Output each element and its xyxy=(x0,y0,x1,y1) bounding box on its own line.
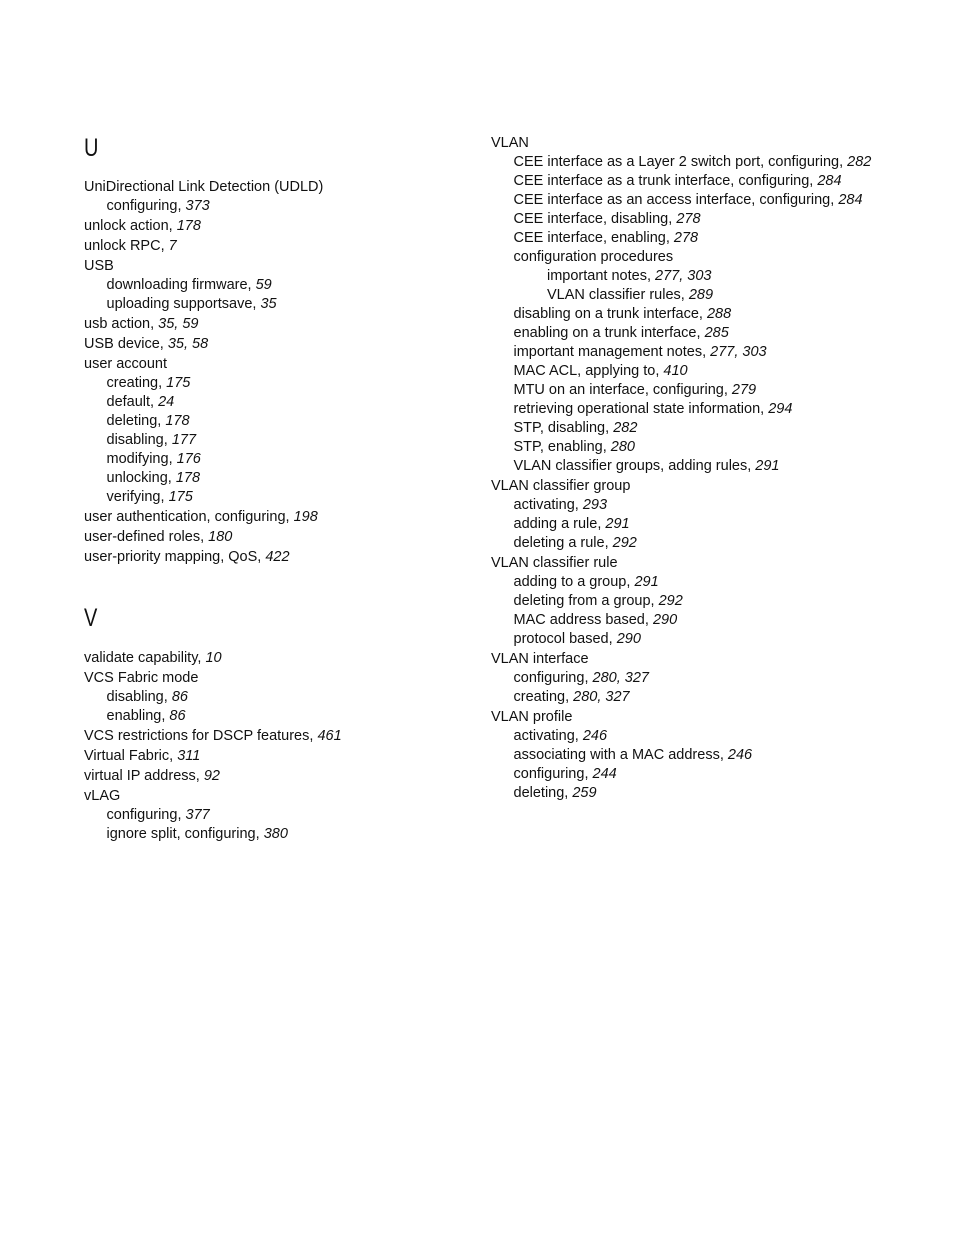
index-term: deleting xyxy=(106,413,158,429)
section-letter-v: V xyxy=(84,604,98,632)
index-term: enabling on a trunk interface xyxy=(513,325,697,341)
index-term: user authentication, configuring xyxy=(84,509,286,525)
index-term: enabling xyxy=(106,708,162,724)
index-term: VLAN classifier group xyxy=(491,478,631,494)
index-entry: disabling on a trunk interface, 288 xyxy=(513,306,732,322)
page-reference[interactable]: 311 xyxy=(177,748,201,764)
index-entry: user-defined roles, 180 xyxy=(84,529,233,545)
index-term: user-priority mapping, QoS xyxy=(84,549,258,565)
index-entry: unlocking, 178 xyxy=(106,470,201,486)
index-term: virtual IP address xyxy=(84,768,196,784)
index-term: downloading firmware xyxy=(106,277,248,293)
index-entry: CEE interface, enabling, 278 xyxy=(513,230,699,246)
index-term: modifying xyxy=(106,451,169,467)
index-entry: uploading supportsave, 35 xyxy=(106,296,277,312)
index-entry: default, 24 xyxy=(106,394,175,410)
index-term: retrieving operational state information xyxy=(513,401,761,417)
index-entry: configuring, 244 xyxy=(513,766,617,782)
index-term: configuration procedures xyxy=(513,249,674,265)
page-reference[interactable]: 291 xyxy=(605,516,630,532)
index-term: VLAN classifier groups, adding rules xyxy=(513,458,748,474)
index-term: vLAG xyxy=(84,788,121,804)
index-term: verifying xyxy=(106,489,161,505)
index-term: deleting a rule xyxy=(513,535,605,551)
index-entry: configuring, 280, 327 xyxy=(513,670,649,686)
index-entry: ignore split, configuring, 380 xyxy=(106,826,288,842)
page-reference[interactable]: 176 xyxy=(176,451,201,467)
index-term: disabling xyxy=(106,689,164,705)
index-term: associating with a MAC address xyxy=(513,747,720,763)
page-reference[interactable]: 175 xyxy=(168,489,193,505)
page-reference[interactable]: 292 xyxy=(658,593,683,609)
index-term: VCS Fabric mode xyxy=(84,670,199,686)
index-entry: CEE interface as a trunk interface, configuring, 284 xyxy=(513,173,842,189)
page-reference[interactable]: 277, 303 xyxy=(710,344,767,360)
index-term: deleting xyxy=(513,785,565,801)
page-reference[interactable]: 278 xyxy=(676,211,701,227)
index-term: configuring xyxy=(106,807,178,823)
index-term: STP, enabling xyxy=(513,439,603,455)
page-reference[interactable]: 293 xyxy=(582,497,608,513)
page-reference[interactable]: 198 xyxy=(293,509,318,525)
index-term: CEE interface as an access interface, configuring xyxy=(513,192,831,208)
page-reference[interactable]: 284 xyxy=(838,192,863,208)
page-reference[interactable]: 178 xyxy=(165,413,190,429)
page-reference[interactable]: 280, 327 xyxy=(592,670,649,686)
index-entry: creating, 280, 327 xyxy=(513,689,630,705)
index-entry xyxy=(84,787,464,806)
page-reference[interactable]: 244 xyxy=(592,766,617,782)
index-entry xyxy=(491,554,931,573)
index-term: disabling xyxy=(106,432,164,448)
index-term: important management notes xyxy=(513,344,703,360)
index-entry: STP, disabling, 282 xyxy=(513,420,638,436)
index-entry: disabling, 86 xyxy=(106,689,188,705)
index-entry: adding to a group, 291 xyxy=(513,574,659,590)
section-letter-u: U xyxy=(84,134,99,162)
index-term: adding to a group xyxy=(513,574,627,590)
page-reference[interactable]: 86 xyxy=(169,708,186,724)
index-term: VLAN profile xyxy=(491,709,573,725)
page-reference[interactable]: 294 xyxy=(768,401,793,417)
index-entry: deleting from a group, 292 xyxy=(513,593,683,609)
index-term: VLAN classifier rules xyxy=(547,287,681,303)
index-entry: deleting, 178 xyxy=(106,413,190,429)
page-reference[interactable]: 277, 303 xyxy=(655,268,712,284)
index-term: unlock RPC xyxy=(84,238,161,254)
page-reference[interactable]: 259 xyxy=(572,785,597,801)
index-term: CEE interface as a trunk interface, configuring xyxy=(513,173,810,189)
index-term: USB xyxy=(84,258,114,274)
page-reference[interactable]: 290 xyxy=(616,631,641,647)
index-term: VCS restrictions for DSCP features xyxy=(84,728,310,744)
index-term: configuring xyxy=(513,766,585,782)
entries-v xyxy=(84,649,464,844)
index-entry: configuring, 373 xyxy=(106,198,210,214)
page-reference[interactable]: 246 xyxy=(727,747,753,763)
page-reference[interactable]: 280 xyxy=(610,439,635,455)
index-term: STP, disabling xyxy=(513,420,606,436)
page-reference[interactable]: 422 xyxy=(265,549,290,565)
index-term: VLAN interface xyxy=(491,651,589,667)
index-term: adding a rule xyxy=(513,516,598,532)
index-entry: configuring, 377 xyxy=(106,807,210,823)
page-reference[interactable]: 282 xyxy=(613,420,638,436)
index-entry xyxy=(84,355,464,374)
index-entry: CEE interface as an access interface, configuring, 284 xyxy=(513,192,863,208)
index-entry: validate capability, 10 xyxy=(84,650,222,666)
index-entry: disabling, 177 xyxy=(106,432,197,448)
index-entry: deleting, 259 xyxy=(513,785,597,801)
index-entry: unlock RPC, 7 xyxy=(84,238,177,254)
index-entry: verifying, 175 xyxy=(106,489,193,505)
index-entry xyxy=(491,134,931,153)
index-entry: modifying, 176 xyxy=(106,451,201,467)
page-reference[interactable]: 461 xyxy=(317,728,342,744)
index-term: user account xyxy=(84,356,168,372)
page-reference[interactable]: 278 xyxy=(673,230,699,246)
page-reference[interactable]: 92 xyxy=(203,768,220,784)
page-reference[interactable]: 35, 59 xyxy=(158,316,199,332)
page-reference[interactable]: 59 xyxy=(255,277,272,293)
index-entry: important notes, 277, 303 xyxy=(547,268,712,284)
index-term: disabling on a trunk interface xyxy=(513,306,699,322)
index-entry: adding a rule, 291 xyxy=(513,516,630,532)
page-reference[interactable]: 24 xyxy=(158,394,175,410)
page-reference[interactable]: 410 xyxy=(663,363,688,379)
page-reference[interactable]: 35, 58 xyxy=(167,336,209,352)
entries-vlan xyxy=(491,134,931,803)
index-entry: virtual IP address, 92 xyxy=(84,768,220,784)
index-term: MAC ACL, applying to xyxy=(513,363,656,379)
index-term: CEE interface as a Layer 2 switch port, configuring xyxy=(513,154,840,170)
page-reference[interactable]: 291 xyxy=(634,574,659,590)
index-term: important notes xyxy=(547,268,647,284)
index-entry: user authentication, configuring, 198 xyxy=(84,509,318,525)
index-entry: MAC address based, 290 xyxy=(513,612,678,628)
page-reference[interactable]: 178 xyxy=(175,470,201,486)
index-entry: activating, 293 xyxy=(513,497,608,513)
page-reference[interactable]: 280, 327 xyxy=(573,689,630,705)
index-entry: deleting a rule, 292 xyxy=(513,535,637,551)
entries-u xyxy=(84,178,464,567)
page-reference[interactable]: 35 xyxy=(260,296,277,312)
index-entry: retrieving operational state information, 294 xyxy=(513,401,793,417)
index-term: configuring xyxy=(106,198,178,214)
index-entry: Virtual Fabric, 311 xyxy=(84,748,201,764)
index-term: UniDirectional Link Detection (UDLD) xyxy=(84,179,324,195)
index-entry xyxy=(491,708,931,727)
index-term: CEE interface, disabling xyxy=(513,211,669,227)
index-entry: USB device, 35, 58 xyxy=(84,336,209,352)
index-entry: user-priority mapping, QoS, 422 xyxy=(84,549,290,565)
index-entry: activating, 246 xyxy=(513,728,608,744)
page-reference[interactable]: 373 xyxy=(185,198,210,214)
index-term: MTU on an interface, configuring xyxy=(513,382,724,398)
index-entry: VLAN classifier groups, adding rules, 291 xyxy=(513,458,780,474)
index-term: activating xyxy=(513,497,575,513)
page-reference[interactable]: 282 xyxy=(847,154,872,170)
index-term: protocol based xyxy=(513,631,609,647)
index-entry xyxy=(84,178,464,197)
index-term: uploading supportsave xyxy=(106,296,253,312)
index-entry: MTU on an interface, configuring, 279 xyxy=(513,382,757,398)
page-reference[interactable]: 380 xyxy=(263,826,288,842)
index-term: configuring xyxy=(513,670,585,686)
index-term: Virtual Fabric xyxy=(84,748,170,764)
index-entry: downloading firmware, 59 xyxy=(106,277,272,293)
index-term: creating xyxy=(513,689,566,705)
page-reference[interactable]: 180 xyxy=(208,529,233,545)
page-reference[interactable]: 86 xyxy=(171,689,188,705)
index-entry: creating, 175 xyxy=(106,375,191,391)
index-entry xyxy=(491,248,931,267)
index-term: CEE interface, enabling xyxy=(513,230,666,246)
index-entry: MAC ACL, applying to, 410 xyxy=(513,363,688,379)
page-reference[interactable]: 10 xyxy=(205,650,222,666)
index-term: deleting from a group xyxy=(513,593,651,609)
page-reference[interactable]: 7 xyxy=(168,238,177,254)
index-term: validate capability xyxy=(84,650,198,666)
index-entry: STP, enabling, 280 xyxy=(513,439,635,455)
index-term: user-defined roles xyxy=(84,529,201,545)
index-entry: VLAN classifier rules, 289 xyxy=(547,287,714,303)
index-entry xyxy=(491,477,931,496)
page-reference[interactable]: 292 xyxy=(612,535,637,551)
page-reference[interactable]: 290 xyxy=(652,612,678,628)
index-term: activating xyxy=(513,728,575,744)
index-entry xyxy=(84,669,464,688)
index-entry: VCS restrictions for DSCP features, 461 xyxy=(84,728,342,744)
index-term: creating xyxy=(106,375,159,391)
page-reference[interactable]: 279 xyxy=(731,382,757,398)
page-reference[interactable]: 246 xyxy=(582,728,608,744)
index-term: VLAN classifier rule xyxy=(491,555,618,571)
page-reference[interactable]: 291 xyxy=(755,458,780,474)
page-reference[interactable]: 377 xyxy=(185,807,210,823)
page-reference[interactable]: 289 xyxy=(688,287,714,303)
page-reference[interactable]: 178 xyxy=(176,218,201,234)
index-term: unlocking xyxy=(106,470,168,486)
page-reference[interactable]: 177 xyxy=(171,432,197,448)
index-entry: usb action, 35, 59 xyxy=(84,316,199,332)
page-reference[interactable]: 175 xyxy=(166,375,191,391)
page-reference[interactable]: 288 xyxy=(706,306,732,322)
index-term: unlock action xyxy=(84,218,169,234)
index-term: USB device xyxy=(84,336,160,352)
page-reference[interactable]: 284 xyxy=(817,173,842,189)
page-reference[interactable]: 285 xyxy=(704,325,729,341)
index-term: VLAN xyxy=(491,135,529,151)
index-entry: enabling, 86 xyxy=(106,708,186,724)
index-entry: enabling on a trunk interface, 285 xyxy=(513,325,729,341)
index-entry: CEE interface, disabling, 278 xyxy=(513,211,701,227)
index-entry: associating with a MAC address, 246 xyxy=(513,747,753,763)
index-term: ignore split, configuring xyxy=(106,826,256,842)
index-entry: protocol based, 290 xyxy=(513,631,641,647)
index-entry xyxy=(491,650,931,669)
index-term: MAC address based xyxy=(513,612,645,628)
index-entry: unlock action, 178 xyxy=(84,218,201,234)
index-term: default xyxy=(106,394,151,410)
index-entry xyxy=(84,257,464,276)
index-term: usb action xyxy=(84,316,151,332)
index-entry: important management notes, 277, 303 xyxy=(513,344,767,360)
index-entry: CEE interface as a Layer 2 switch port, configuring, 282 xyxy=(513,154,872,170)
